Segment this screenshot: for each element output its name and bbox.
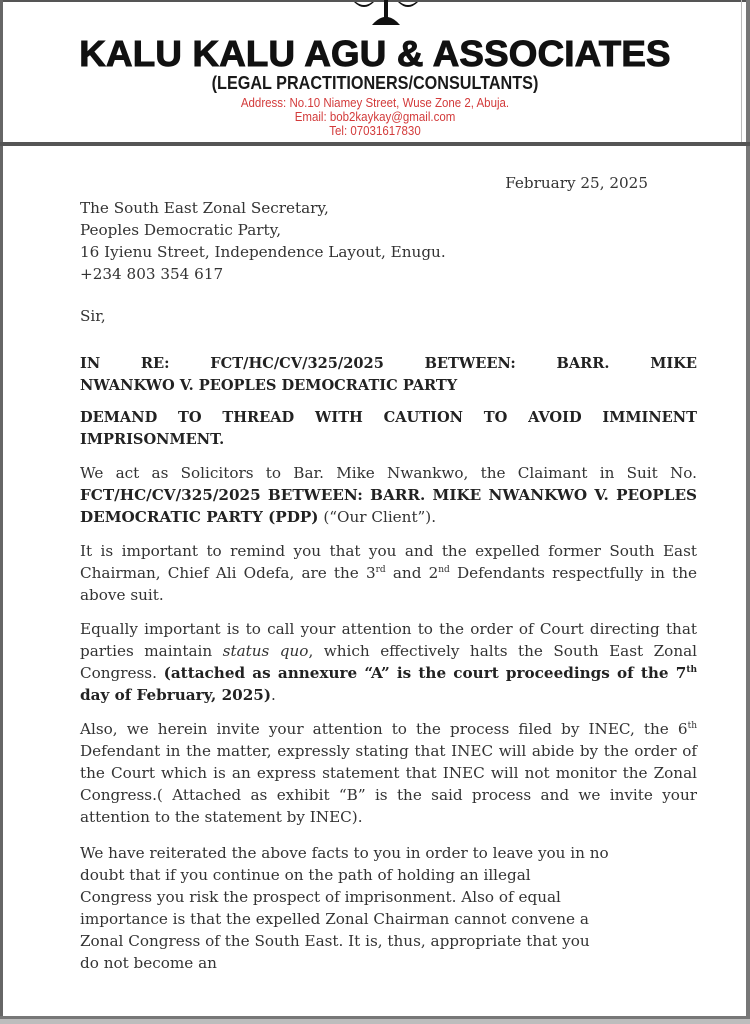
firm-subtitle: (LEGAL PRACTITIONERS/CONSULTANTS) — [211, 73, 539, 93]
paragraph-line: Congress you risk the prospect of imprisonment. Also of equal — [80, 888, 561, 906]
paragraph-line: We have reiterated the above facts to you in order to leave you in no — [80, 844, 609, 862]
paragraph-text: Defendant in the matter, expressly stating that INEC will abide by the order of the Court which is an express statement that INEC will not monitor the Zonal Congress.( Attached as exhibit “B” is the said process and we invite your attention to the statement by INEC). — [80, 742, 697, 826]
paragraph-text: and 2 — [385, 564, 439, 582]
page-border-left — [0, 0, 3, 1019]
ordinal-suffix: rd — [375, 565, 386, 575]
subject-heading — [80, 407, 697, 451]
ordinal-suffix: nd — [438, 565, 450, 575]
paragraph-line: do not become an — [80, 954, 217, 972]
recipient-line: +234 803 354 617 — [80, 265, 224, 283]
paragraph-text: It is important to remind you that you and the expelled former South East Chairman, Chief Ali Odefa, are the 3 — [80, 542, 697, 582]
paragraph-line: importance is that the expelled Zonal Chairman cannot convene a — [80, 910, 589, 928]
firm-address: Address: No.10 Niamey Street, Wuse Zone 2, Abuja. — [240, 96, 510, 110]
paragraph-solicitors — [80, 462, 697, 528]
paragraph-text: We act as Solicitors to Bar. Mike Nwankwo, the Claimant in Suit No. — [80, 464, 697, 482]
re-heading — [80, 353, 697, 397]
paragraph-text: (“Our Client”). — [318, 508, 437, 526]
annexure-note: day of February, 2025) — [80, 686, 272, 704]
firm-email: Email: bob2kaykay@gmail.com — [294, 110, 456, 124]
page-border-right — [746, 0, 750, 1019]
paragraph-line: Zonal Congress of the South East. It is, thus, appropriate that you — [80, 932, 590, 950]
annexure-note: (attached as annexure “A” is the court proceedings of the 7 — [163, 664, 687, 682]
letterhead-divider — [0, 142, 750, 146]
scales-of-justice-icon — [348, 0, 424, 26]
re-heading-line: IN RE: FCT/HC/CV/325/2025 BETWEEN: BARR. MIKE — [80, 355, 697, 372]
page-border-bottom — [0, 1016, 750, 1019]
recipient-address — [80, 197, 697, 285]
ordinal-suffix: th — [686, 665, 698, 675]
paragraph-text: Defendants respectfully in the above suit. — [80, 564, 697, 604]
paragraph-line: doubt that if you continue on the path of holding an illegal — [80, 866, 531, 884]
re-heading-line: NWANKWO V. PEOPLES DEMOCRATIC PARTY — [80, 377, 458, 394]
paragraph-text: Also, we herein invite your attention to the process filed by INEC, the 6 — [80, 720, 688, 738]
paragraph-defendants — [80, 540, 697, 606]
paragraph-warning — [80, 842, 697, 974]
firm-name: KALU KALU AGU & ASSOCIATES — [79, 33, 671, 74]
paragraph-text: . — [271, 686, 276, 704]
salutation: Sir, — [80, 307, 106, 325]
paragraph-status-quo — [80, 618, 697, 706]
recipient-line: 16 Iyienu Street, Independence Layout, Enugu. — [80, 243, 446, 261]
recipient-line: Peoples Democratic Party, — [80, 221, 282, 239]
firm-phone: Tel: 07031617830 — [329, 124, 421, 138]
paragraph-text: Equally important is to call your attention to the order of Court directing that parties maintain — [80, 620, 697, 660]
subject-heading-line: DEMAND TO THREAD WITH CAUTION TO AVOID IMMINENT — [80, 409, 697, 426]
recipient-line: The South East Zonal Secretary, — [80, 199, 329, 217]
italic-term: status quo — [222, 642, 309, 660]
paragraph-inec — [80, 718, 697, 828]
letter-date: February 25, 2025 — [505, 174, 648, 192]
paragraph-text: , which effectively halts the South East Zonal Congress. — [80, 642, 698, 682]
ordinal-suffix: th — [687, 721, 697, 731]
suit-reference: FCT/HC/CV/325/2025 BETWEEN: BARR. MIKE NWANKWO V. PEOPLES DEMOCRATIC PARTY (PDP) — [80, 486, 697, 526]
subject-heading-line: IMPRISONMENT. — [80, 431, 225, 448]
